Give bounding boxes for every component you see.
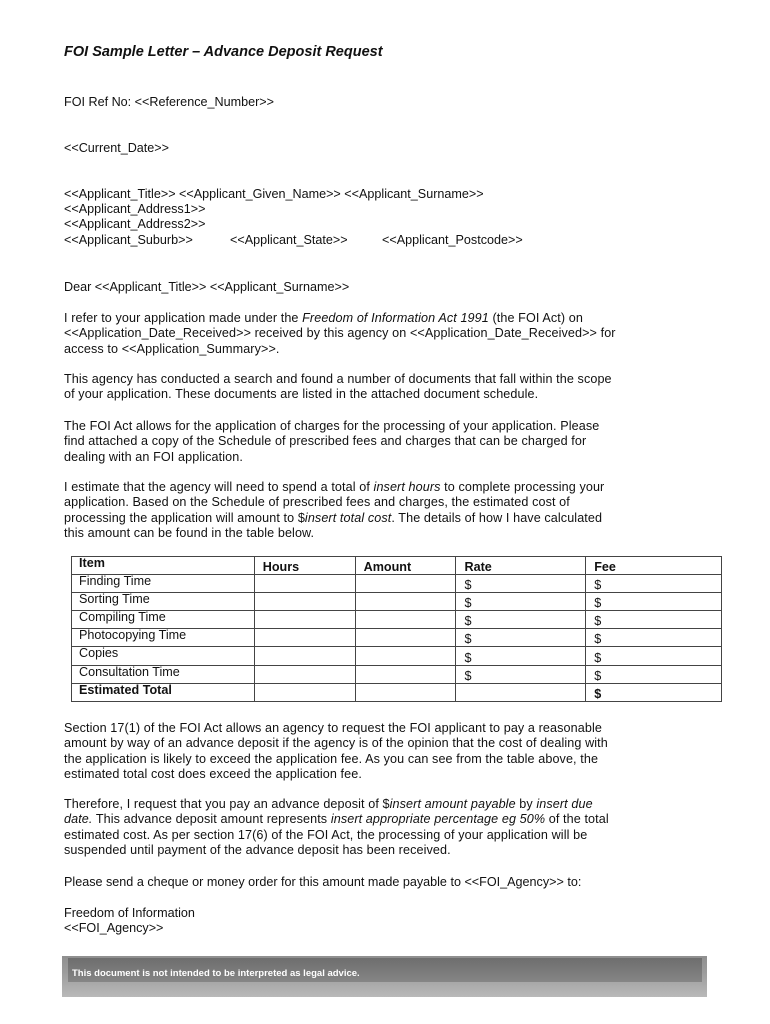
paragraph-3 <box>64 419 682 465</box>
p6-date-word: date. <box>64 812 93 827</box>
p2-line-2: of your application. These documents are listed in the attached document schedule. <box>64 387 539 402</box>
p3-line-2: find attached a copy of the Schedule of prescribed fees and charges that can be charged for <box>64 434 587 449</box>
p6-text-a: Therefore, I request that you pay an advance deposit of $ <box>64 797 390 811</box>
paragraph-7: Please send a cheque or money order for this amount made payable to <<FOI_Agency>> to: <box>64 875 582 889</box>
p3-line-1: The FOI Act allows for the application of charges for the processing of your application. Please <box>64 419 600 433</box>
row-amount <box>355 575 456 593</box>
p6-line-4: suspended until payment of the advance deposit has been received. <box>64 843 451 858</box>
p3-line-3: dealing with an FOI application. <box>64 449 243 464</box>
row-item: Compiling Time <box>72 611 255 629</box>
row-rate: $ <box>456 575 586 593</box>
row-amount <box>355 611 456 629</box>
address-postcode: <<Applicant_Postcode>> <box>382 233 523 247</box>
reference-line: FOI Ref No: <<Reference_Number>> <box>64 95 274 109</box>
p6-text-d: of the total <box>545 812 609 827</box>
header-fee: Fee <box>586 557 722 575</box>
table-row <box>72 647 722 665</box>
row-rate: $ <box>456 593 586 611</box>
address-line-1: <<Applicant_Title>> <<Applicant_Given_Name>> <<Applicant_Surname>> <box>64 187 484 201</box>
row-item: Finding Time <box>72 575 255 593</box>
header-item: Item <box>72 557 255 575</box>
signoff-line-2: <<FOI_Agency>> <box>64 921 164 935</box>
table-total-row <box>72 683 722 701</box>
salutation: Dear <<Applicant_Title>> <<Applicant_Surname>> <box>64 280 350 294</box>
row-item: Photocopying Time <box>72 629 255 647</box>
row-item: Sorting Time <box>72 593 255 611</box>
header-hours: Hours <box>254 557 355 575</box>
footer-disclaimer: This document is not intended to be interpreted as legal advice. <box>72 968 360 979</box>
p4-text-a: I estimate that the agency will need to spend a total of <box>64 480 374 494</box>
signoff-line-1: Freedom of Information <box>64 906 195 920</box>
total-fee: $ <box>586 683 722 701</box>
paragraph-1 <box>64 311 682 357</box>
p6-insert-due: insert due <box>536 797 593 811</box>
paragraph-4 <box>64 480 682 542</box>
paragraph-5 <box>64 721 682 783</box>
row-rate: $ <box>456 647 586 665</box>
paragraph-2 <box>64 372 682 403</box>
cost-table <box>71 556 722 702</box>
p6-line-3: estimated cost. As per section 17(6) of the FOI Act, the processing of your application will be <box>64 827 588 842</box>
row-item: Consultation Time <box>72 665 255 683</box>
table-row <box>72 611 722 629</box>
row-rate: $ <box>456 629 586 647</box>
p4-insert-hours: insert hours <box>373 480 441 494</box>
row-fee: $ <box>586 665 722 683</box>
p1-text-b: (the FOI Act) on <box>488 311 583 325</box>
address-line-2: <<Applicant_Address1>> <box>64 202 206 216</box>
p1-line-3: access to <<Application_Summary>>. <box>64 341 280 356</box>
row-rate: $ <box>456 611 586 629</box>
row-fee: $ <box>586 593 722 611</box>
address-line-3: <<Applicant_Address2>> <box>64 217 206 231</box>
address-suburb: <<Applicant_Suburb>> <box>64 233 193 247</box>
row-fee: $ <box>586 575 722 593</box>
p1-line-2: <<Application_Date_Received>> received by this agency on <<Application_Date_Received>> for <box>64 326 616 341</box>
row-item: Copies <box>72 647 255 665</box>
p2-line-1: This agency has conducted a search and found a number of documents that fall within the scope <box>64 372 612 386</box>
p1-act-name: Freedom of Information Act 1991 <box>302 311 489 325</box>
row-fee: $ <box>586 611 722 629</box>
p4-line-2: application. Based on the Schedule of prescribed fees and charges, the estimated cost of <box>64 495 570 510</box>
row-fee: $ <box>586 647 722 665</box>
p5-line-1: Section 17(1) of the FOI Act allows an agency to request the FOI applicant to pay a reasonable <box>64 721 602 735</box>
row-hours <box>254 629 355 647</box>
address-state: <<Applicant_State>> <box>230 233 348 247</box>
p4-line-4: this amount can be found in the table below. <box>64 526 315 541</box>
p5-line-4: estimated total cost does exceed the application fee. <box>64 767 362 782</box>
table-header-row <box>72 557 722 575</box>
row-hours <box>254 593 355 611</box>
total-amount <box>355 683 456 701</box>
total-rate <box>456 683 586 701</box>
footer-banner <box>62 956 707 997</box>
total-label: Estimated Total <box>72 683 255 701</box>
p5-line-3: the application is likely to exceed the application fee. As you can see from the table above, the <box>64 751 599 766</box>
p4-text-c: processing the application will amount to $ <box>64 510 305 525</box>
p4-text-b: to complete processing your <box>440 480 605 494</box>
total-hours <box>254 683 355 701</box>
row-hours <box>254 647 355 665</box>
table-row <box>72 665 722 683</box>
p1-text-a: I refer to your application made under the <box>64 311 303 325</box>
date-line: <<Current_Date>> <box>64 141 170 155</box>
p6-text-c: This advance deposit amount represents <box>92 812 331 827</box>
header-amount: Amount <box>355 557 456 575</box>
row-amount <box>355 647 456 665</box>
table-row <box>72 575 722 593</box>
row-rate: $ <box>456 665 586 683</box>
row-amount <box>355 629 456 647</box>
row-hours <box>254 665 355 683</box>
paragraph-6 <box>64 797 682 859</box>
p6-text-b: by <box>515 797 537 811</box>
p6-insert-percentage: insert appropriate percentage eg 50% <box>330 812 546 827</box>
row-amount <box>355 665 456 683</box>
row-amount <box>355 593 456 611</box>
table-row <box>72 629 722 647</box>
row-hours <box>254 611 355 629</box>
p6-insert-amount: insert amount payable <box>389 797 516 811</box>
document-title: FOI Sample Letter – Advance Deposit Request <box>64 44 383 60</box>
p5-line-2: amount by way of an advance deposit if the agency is of the opinion that the cost of dealing with <box>64 736 608 751</box>
header-rate: Rate <box>456 557 586 575</box>
table-row <box>72 593 722 611</box>
p4-text-d: . The details of how I have calculated <box>391 510 603 525</box>
p4-insert-total-cost: insert total cost <box>304 510 392 525</box>
row-fee: $ <box>586 629 722 647</box>
row-hours <box>254 575 355 593</box>
